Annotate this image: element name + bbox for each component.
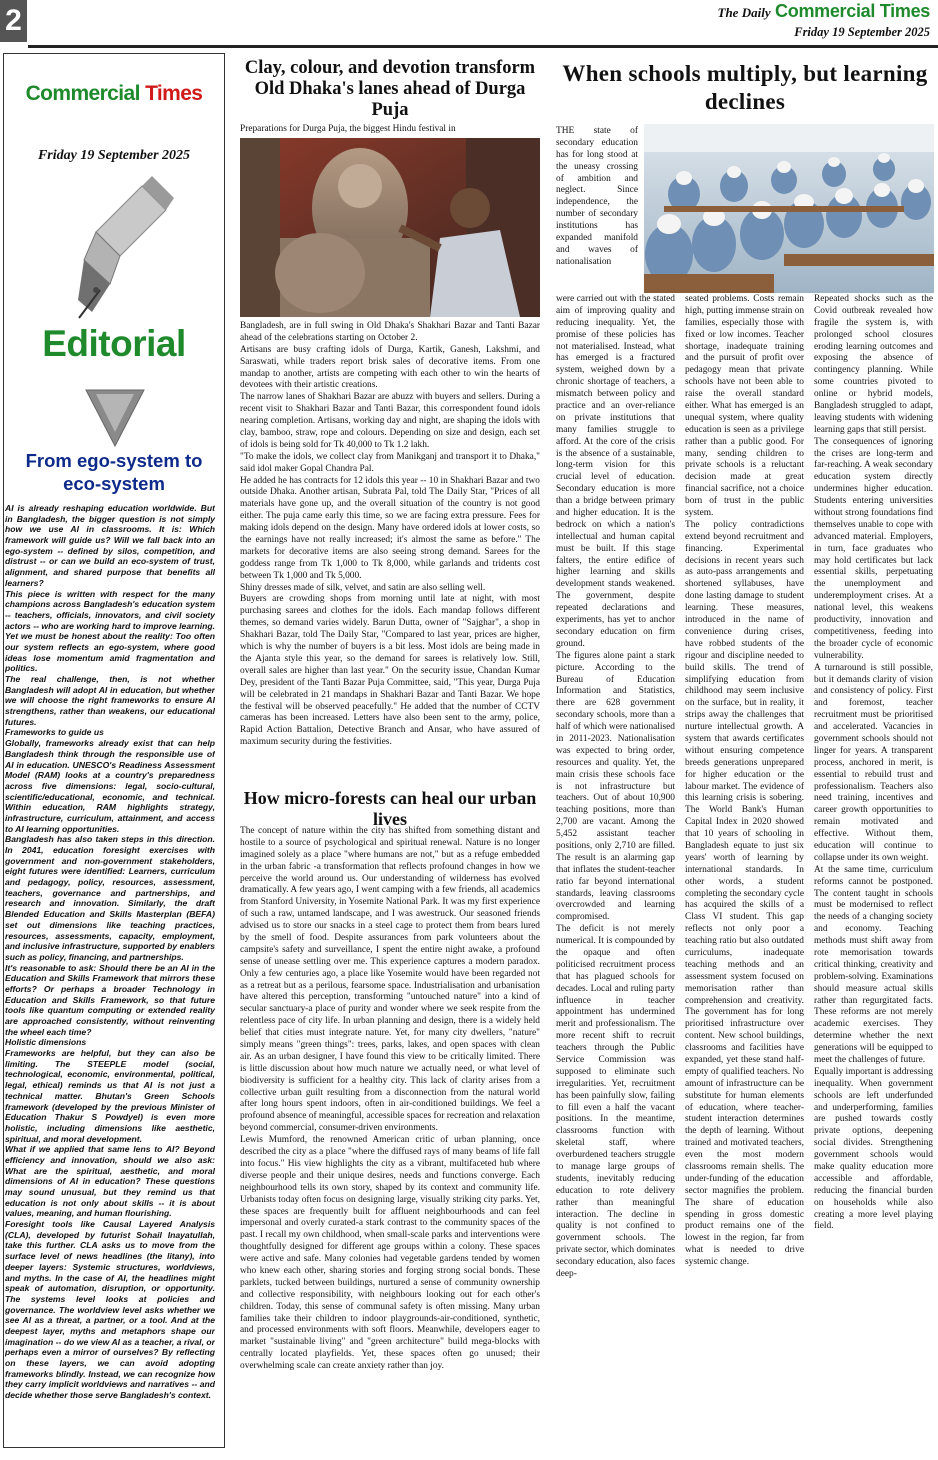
editorial-subhead: Frameworks to guide us: [5, 727, 104, 738]
editorial-paragraph: This piece is written with respect for the many champions across Bangladesh's education system -- teachers, officials, innovators, and civil society actors -- who are working hard to improve learning. Yet we must be honest about the reality: Too often our system reflects an ego-system, where good ideas lose momentum amid fragmentation and politics.: [5, 588, 215, 674]
schools-paragraph: The deficit is not merely numerical. It is compounded by the opaque and often politicised recruitment process that has plagued schools for decades. Local and ruling party influence in teacher appointment has undermined merit and professionalism. The more recent shift to recruit teachers through the Public Service Commission was supposed to eliminate such irregularities. Yet, recruitment has been painfully slow, failing to fill even a half the vacant positions. In the meantime, classrooms function with skeletal staff, where overburdened teachers struggle to manage large groups of students, inevitably reducing education to rote delivery rather than meaningful interaction. The decline in quality is not confined to government schools. The private sector, which dominates secondary education, also faces deep-: [556, 924, 675, 1280]
page-number: 2: [5, 4, 22, 37]
puja-paragraph: He added he has contracts for 12 idols this year -- 10 in Shakhari Bazar and two outside Dhaka. Another artisan, Subrata Pal, told The Daily Star, "Prices of all materials have gone up, and the overall situation of the country is not good either. The puja came early this time, so we are facing extra pressure. Fees for making idols depend on the design. Many have ordered idols at lower costs, so the earnings have not really increased; it's almost the same as before." The markets for decorative items are also seeing strong demand. Sarees for the goddess range from Tk 1,000 to Tk 8,000, while garlands and tridents cost between Tk 1,000 and Tk 5,000.: [240, 475, 540, 581]
sidebar-brand-times: Times: [145, 82, 203, 105]
sidebar-date: Friday 19 September 2025: [37, 148, 191, 163]
page-number-tab: [0, 0, 27, 42]
editorial-paragraph: Frameworks are helpful, but they can also be limiting. The STEEPLE model (social, technological, economic, environmental, political, legal, ethical) reminds us that AI is not just a technical matter. Bhutan's Green Schools framework (developed by the previous Minister of Education Thakur S Powdyel) is even more holistic, including dimensions like aesthetic, spiritual, and moral development.: [5, 1048, 215, 1144]
schools-paragraph: The figures alone paint a stark picture. According to the Bureau of Education Information and Statistics, there are 628 government secondary schools, more than a half of which were nationalised in 2011-2023. Nationalisation was expected to bring order, resources and quality. Yet, the main crisis these schools face is not infrastructure but teachers. Out of about 10,900 teaching positions, more than 2,700 are vacant. Among the 5,452 assistant teacher positions, only 2,710 are filled. The result is an alarming gap that inflates the student-teacher ratio far beyond international standards, leaving classrooms overcrowded and learning compromised.: [556, 650, 675, 923]
masthead-the-daily: The Daily: [717, 5, 771, 20]
section-label-editorial: Editorial: [42, 323, 186, 364]
editorial-paragraph: What if we applied that same lens to AI? Beyond efficiency and innovation, should we also ask: What are the spiritual, aesthetic, and moral dimensions of AI in education? These questions may sound unusual, but they remind us that education is not only about skills -- it is about values, meaning, and human flourishing.: [5, 1144, 215, 1219]
puja-headline: Clay, colour, and devotion transform Old Dhaka's lanes ahead of Durga Puja: [244, 58, 536, 120]
schools-col-c: [814, 294, 933, 1448]
masthead-brand: [718, 1, 930, 22]
masthead-date: Friday 19 September 2025: [794, 25, 930, 39]
schools-col-a: [556, 294, 675, 1448]
schools-intro: THE state of secondary education has for long stood at the uneasy crossing of ambition and neglect. Since independence, the number of secondary institutions has expanded manifold and waves of nationalisation: [556, 126, 638, 267]
editorial-paragraph: Bangladesh has also taken steps in this direction. In 2041, education foresight exercises with government and non-government stakeholders, eight futures were identified: Learners, curriculum and pedagogy, policy, resources, assessment, teachers, governance and partnerships, and research and innovation. Similarly, the draft Blended Education and Skills Masterplan (BEFA) set out dimensions like teaching practices, resources, assessments, capacity, employment, and inclusive infrastructure, supported by enablers such as policy, financing, and partnerships.: [5, 834, 215, 962]
puja-photo: [240, 138, 540, 317]
schools-paragraph: Equally important is addressing inequality. When government schools are left underfunded and underperforming, families are pushed towards costly private options, deepening social divides. Strengthening government schools would make quality education more accessible and affordable, reducing the financial burden on households while also creating a more level playing field.: [814, 1066, 933, 1232]
puja-paragraph: Shiny dresses made of silk, velvet, and satin are also selling well.: [240, 582, 486, 593]
schools-paragraph: The consequences of ignoring the crises are long-term and far-reaching. A weak secondary education system directly undermines higher education. Students entering universities without strong foundations find themselves unable to cope with advanced material. Employers, in turn, face graduates who may hold certificates but lack essential skills, perpetuating the unemployment and underemployment crises. At a national level, this weakens productivity, innovation and competitiveness, feeding into the broader cycle of economic vulnerability.: [814, 436, 933, 661]
puja-paragraph: Bangladesh, are in full swing in Old Dhaka's Shakhari Bazar and Tanti Bazar ahead of the celebrations starting on October 2.: [240, 321, 540, 343]
sidebar-brand-commercial: Commercial: [25, 82, 140, 105]
schools-headline: When schools multiply, but learning declines: [562, 61, 928, 114]
schools-col-b: [685, 294, 804, 1448]
masthead-rule: [28, 45, 938, 48]
classroom-photo: [644, 124, 934, 293]
forest-paragraph: Lewis Mumford, the renowned American critic of urban planning, once described the city as a place "where the diffused rays of many beams of life fall into focus." His view highlights the city as a vibrant, multifaceted hub where diverse people and their unique desires, needs and functions converge. Each neighbourhood tells its own story, shaped by its context and community life. Urbanists today often focus on designing large, visually striking city parks. Yet, these spaces are frequently built for affluent neighbourhoods and can feel impersonal and overly curated-a stark contrast to the community spaces of the past. I recall my own childhood, when small-scale parks and interventions were thoughtfully designed for different age groups within a colony. These spaces were active and safe. Many colonies had vegetable gardens tended by women who knew each other, sharing stories and forging strong social bonds. These parklets, tucked between buildings, nurtured a sense of community ownership and collective responsibility, with neighbours looking out for each other's children. Today, this sense of communal safety is often missing. Many urban families take their children to indoor playgrounds-air-conditioned, synthetic, and processed environments with soft floors. Meanwhile, developers eager to market "sustainable living" and "green architecture" build mega-blocks with centrally located playfields. Yet, these spaces often go unused; their overwhelming scale can create anxiety rather than joy.: [240, 1135, 540, 1372]
puja-paragraph: Buyers are crowding shops from morning until late at night, with most purchasing sarees and clothes for the idols. Each mandap follows different themes, so demand varies widely. Barun Dutta, owner of "Sajghar", a shop in Shakhari Bazar, told The Daily Star, "Compared to last year, prices are higher, which is why the number of buyers is a bit less. Most idols are being made in the Ajanta style this year, so the demand for sarees is relatively low. Still, overall sales are higher than last year." On the security issue, Chandan Kumar Dey, president of the Tanti Bazar Puja Committee, said, "This year, Durga Puja will be celebrated in 21 mandaps in Shakhari Bazar and Tanti Bazar. We hope the festival will be observed peacefully." He added that the number of CCTV cameras has been increased. Letters have also been sent to the army, police, Rapid Action Battalion, Detective Branch and Ansar, who have assured of maximum security during the festivities.: [240, 594, 540, 748]
schools-paragraph: A turnaround is still possible, but it demands clarity of vision and consistency of policy. First and foremost, teacher recruitment must be prioritised and accelerated. Vacancies in government schools should not linger for years. A transparent process, anchored in merit, is essential to rebuild trust and professionalism. Teachers also need training, incentives and career growth opportunities to remain motivated and effective. Without them, education will continue to collapse under its own weight.: [814, 662, 933, 863]
schools-paragraph: were carried out with the stated aim of improving quality and reducing inequality. Yet, the promise of these policies has not materialised. Instead, what has emerged is a fractured system, weighed down by a chronic shortage of teachers, a mismatch between policy and practice and an over-reliance on private institutions that many families struggle to afford. At the core of the crisis is the absence of a sustainable, long-term vision for this crucial level of education. Secondary education is more than a bridge between primary and higher education. It is the bedrock on which a nation's intellectual and human capital must be built. If this stage falters, the entire edifice of higher learning and skills development stands weakened. The government, despite repeated declarations and experiments, has yet to anchor secondary education on firm ground.: [556, 294, 675, 649]
forest-paragraph: The concept of nature within the city has shifted from something distant and hostile to a source of psychological and spiritual renewal. Nature is no longer imagined solely as a place "where humans are not," but as a refuge embedded in the urban fabric -a transformation that reflects profound changes in how we perceive the world around us. Our understanding of wilderness has evolved dramatically. A few years ago, I went camping with a few friends, all academics from Stanford University, in Yosemite National Park. It was my first experience of such a raw, untamed landscape, and I was awestruck. Our seasoned friends advised us to store our snacks in a steel cage to protect them from bears lured by the smell of food. Despite assurances from park volunteers about the campsite's safety and surveillance, I spent the entire night awake, a profound sense of unease settling over me. This experience captures a modern paradox. Only a few centuries ago, a place like Yosemite would have been regarded not as a retreat but as a perilous, fearsome space. Industrialisation and urbanisation have altered this perception, transforming "untouched nature" into a kind of secular sanctuary-a place of purity and wonder where we seek respite from the relentless pace of city life. In urban planning and design, there is a widely held belief that cities must integrate nature. Yet, for many city dwellers, "nature" simply means "green things": trees, parks, lakes, and open spaces with clean air. As an urban designer, I have found this view to be critically limited. There is little discussion about how much nature we actually need, or what level of biodiversity is sufficient for a healthy city. This lack of clarity arises from a collective urban guilt resulting from a disconnection from the natural world after long hours spent indoors, often in air-conditioned buildings. We feel a profound absence of meaningful, accessible spaces for recreation and relaxation beyond commercial, consumer-driven environments.: [240, 826, 540, 1134]
puja-lead: Preparations for Durga Puja, the biggest Hindu festival in: [240, 124, 456, 134]
schools-paragraph: The policy contradictions extend beyond recruitment and financing. Experimental decisions in recent years such as auto-pass arrangements and shortened syllabuses, have done lasting damage to student learning. These measures, introduced in the name of convenience during crises, have robbed students of the rigour and discipline needed to build skills. The trend of simplifying education from childhood may seem inclusive on the surface, but in reality, it strips away the challenges that nurture intellectual growth. A system that awards certificates without ensuring competence breeds generations unprepared for higher education or the labour market. The evidence of this learning crisis is sobering. The World Bank's Human Capital Index in 2020 showed that 10 years of schooling in Bangladesh equate to just six years' worth of learning by international standards. In other words, a student completing the secondary cycle has acquired the skills of a Class VI student. This gap reflects not only poor a teaching ratio but also outdated curriculums, inadequate teaching methods and an assessment system focused on memorisation rather than comprehension and creativity. The government has for long prioritised infrastructure over content. New school buildings, classrooms and facilities have expanded, yet these stand half-empty of qualified teachers. No amount of infrastructure can be substitute for human elements of education, where teacher-student interaction determines the depth of learning. Without trained and motivated teachers, even the most modern classrooms remain shells. The under-funding of the education sector magnifies the problem. The share of education spending in gross domestic product remains one of the lowest in the region, far from what is needed to drive systemic change.: [685, 519, 804, 1268]
editorial-headline: From ego-system to eco-system: [25, 450, 203, 494]
schools-paragraph: Repeated shocks such as the Covid outbreak revealed how fragile the system is, with prolonged school closures eroding learning outcomes and exposing the absence of contingency planning. While some countries pivoted to online or hybrid models, Bangladesh struggled to adapt, leaving students with widening learning gaps that still persist.: [814, 294, 933, 435]
forest-headline: How micro-forests can heal our urban lives: [243, 788, 537, 829]
down-arrow-icon: [82, 388, 148, 450]
pen-nib-illustration: [76, 172, 176, 322]
puja-paragraph: Artisans are busy crafting idols of Durga, Kartik, Ganesh, Lakshmi, and Saraswati, while traders report brisk sales of decorative items. From one mandap to another, artists are competing with each other to win the hearts of devotees with their artistic creations.: [240, 344, 540, 391]
editorial-paragraph: Globally, frameworks already exist that can help Bangladesh think through the responsible use of AI in education. UNESCO's Readiness Assessment Model (RAM) looks at a country's preparedness across five dimensions: legal, socio-cultural, scientific/educational, economic, and technical. Within education, RAM highlights strategy, infrastructure, curriculum, attainment, and access to AI learning opportunities.: [5, 738, 215, 834]
editorial-paragraph: Foresight tools like Causal Layered Analysis (CLA), developed by futurist Sohail Inayatullah, take this further. CLA asks us to move from the surface level of news headlines (the litany), into deeper layers: Systemic structures, worldviews, and myths. In the case of AI, the headlines might speak of automation, disruption, or opportunity. The systems level looks at policies and governance. The worldview level asks whether we see AI as a threat, a partner, or a tool. And at the deepest layer, myths and metaphors shape our imagination -- do we view AI as a teacher, a rival, or perhaps even a mirror of ourselves? By reflecting on these layers, we can avoid adopting frameworks blindly. Instead, we can recognize how they carry implicit worldviews and narratives -- and decide whether those serve Bangladesh's context.: [5, 1219, 215, 1401]
editorial-subhead: Holistic dimensions: [5, 1037, 87, 1048]
forest-body: [240, 826, 540, 1448]
puja-paragraph: "To make the idols, we collect clay from Manikganj and transport it to Dhaka," said idol maker Gopal Chandra Pal.: [240, 451, 540, 474]
puja-paragraph: The narrow lanes of Shakhari Bazar are abuzz with buyers and sellers. During a recent visit to Shakhari Bazar and Tanti Bazar, this correspondent found idols nearing completion. Artisans, working day and night, are shaping the idols with clay, bamboo, straw, rope and colours. Depending on size and design, each set of idols is being sold for Tk 40,000 to Tk 1.2 lakh.: [240, 392, 540, 450]
puja-body: [240, 321, 540, 749]
editorial-body: [5, 503, 215, 1447]
editorial-paragraph: It's reasonable to ask: Should there be an AI in the Education and Skills Framework that mirrors these efforts? Or perhaps a broader Technology in Education and Skills Framework, so that future tools like quantum computing or extended reality are approached consistently, without reinventing the wheel each time?: [5, 962, 215, 1037]
schools-paragraph: seated problems. Costs remain high, putting immense strain on families, especially those with fixed or low incomes. Teacher shortage, inadequate training and the pursuit of profit over pedagogy mean that private schools have not been able to raise the overall standard either. What has emerged is an unequal system, where quality education is seen as a privilege rather than a public good. For many, sending children to private schools is a reluctant decision made at great financial sacrifice, not a choice born of trust in the public system.: [685, 294, 804, 519]
editorial-paragraph: The real challenge, then, is not whether Bangladesh will adopt AI in education, but whether we will choose the right frameworks to ensure AI strengthens, rather than weakens, our educational futures.: [5, 674, 215, 727]
editorial-paragraph: AI is already reshaping education worldwide. But in Bangladesh, the bigger question is not simply how we use AI in classrooms. It is: Which framework will guide us? Will we fall back into an ego-system -- defined by silos, competition, and distrust -- or can we build an eco-system of trust, alignment, and shared purpose that benefits all learners?: [5, 503, 215, 588]
sidebar-brand: [3, 82, 225, 106]
schools-paragraph: At the same time, curriculum reforms cannot be postponed. The content taught in schools must be modernised to reflect the needs of a changing society and economy. Teaching methods must shift away from rote memorisation towards critical thinking, creativity and problem-solving. Examinations should measure actual skills rather than regurgitated facts. These reforms are not merely academic exercises. They determine whether the next generations will be equipped to meet the challenges of future.: [814, 864, 933, 1065]
masthead-brand-name: Commercial Times: [775, 1, 930, 21]
